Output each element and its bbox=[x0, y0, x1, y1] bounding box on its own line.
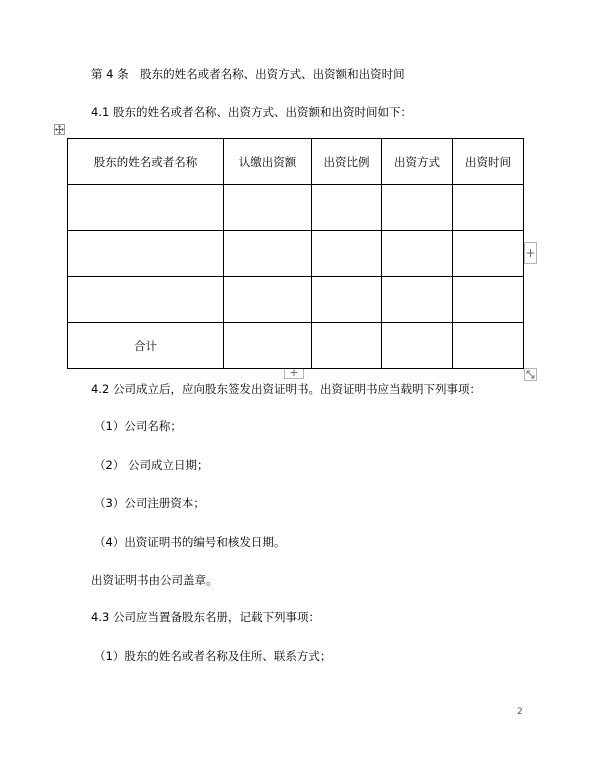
total-label: 合计 bbox=[68, 323, 224, 369]
table-row bbox=[68, 277, 524, 323]
table-total-row bbox=[68, 323, 524, 369]
table-cell[interactable] bbox=[312, 185, 382, 231]
table-cell[interactable] bbox=[382, 185, 453, 231]
table-cell[interactable] bbox=[312, 231, 382, 277]
clause-4-1: 4.1 股东的姓名或者名称、出资方式、出资额和出资时间如下： bbox=[91, 105, 412, 119]
add-column-button[interactable]: + bbox=[284, 369, 304, 379]
table-cell[interactable] bbox=[68, 277, 224, 323]
table-cell[interactable] bbox=[453, 323, 524, 369]
article-heading: 第 4 条 股东的姓名或者名称、出资方式、出资额和出资时间 bbox=[91, 67, 405, 81]
clause-4-3-item: （1）股东的姓名或者名称及住所、联系方式； bbox=[94, 649, 332, 663]
table-cell[interactable] bbox=[68, 231, 224, 277]
table-cell[interactable] bbox=[382, 231, 453, 277]
table-row bbox=[68, 185, 524, 231]
page-number: 2 bbox=[517, 707, 523, 717]
header-shareholder-name: 股东的姓名或者名称 bbox=[68, 139, 224, 185]
table-header-row bbox=[68, 139, 524, 185]
table-row bbox=[68, 231, 524, 277]
clause-4-2-intro: 4.2 公司成立后，应向股东签发出资证明书。出资证明书应当载明下列事项： bbox=[91, 382, 481, 396]
table-resize-icon[interactable] bbox=[524, 368, 537, 381]
header-contribution-time: 出资时间 bbox=[453, 139, 524, 185]
table-cell[interactable] bbox=[224, 323, 312, 369]
header-contribution-method: 出资方式 bbox=[382, 139, 453, 185]
clause-4-2-item: （4）出资证明书的编号和核发日期。 bbox=[94, 535, 286, 549]
header-subscribed-amount: 认缴出资额 bbox=[224, 139, 312, 185]
table-cell[interactable] bbox=[453, 185, 524, 231]
clause-4-3-intro: 4.3 公司应当置备股东名册，记载下列事项： bbox=[91, 610, 320, 624]
add-row-button[interactable]: + bbox=[524, 242, 537, 264]
shareholder-table bbox=[67, 138, 524, 369]
table-cell[interactable] bbox=[453, 231, 524, 277]
table-cell[interactable] bbox=[224, 185, 312, 231]
table-cell[interactable] bbox=[312, 323, 382, 369]
table-cell[interactable] bbox=[382, 323, 453, 369]
clause-4-2-item: （3）公司注册资本； bbox=[94, 496, 205, 510]
table-cell[interactable] bbox=[382, 277, 453, 323]
header-contribution-ratio: 出资比例 bbox=[312, 139, 382, 185]
seal-note: 出资证明书由公司盖章。 bbox=[91, 573, 218, 587]
clause-4-2-item: （1）公司名称； bbox=[94, 419, 182, 433]
clause-4-2-item: （2） 公司成立日期； bbox=[94, 458, 209, 472]
table-cell[interactable] bbox=[453, 277, 524, 323]
table-move-icon[interactable] bbox=[54, 124, 65, 135]
table-cell[interactable] bbox=[224, 277, 312, 323]
table-cell[interactable] bbox=[312, 277, 382, 323]
table-cell[interactable] bbox=[68, 185, 224, 231]
table-cell[interactable] bbox=[224, 231, 312, 277]
